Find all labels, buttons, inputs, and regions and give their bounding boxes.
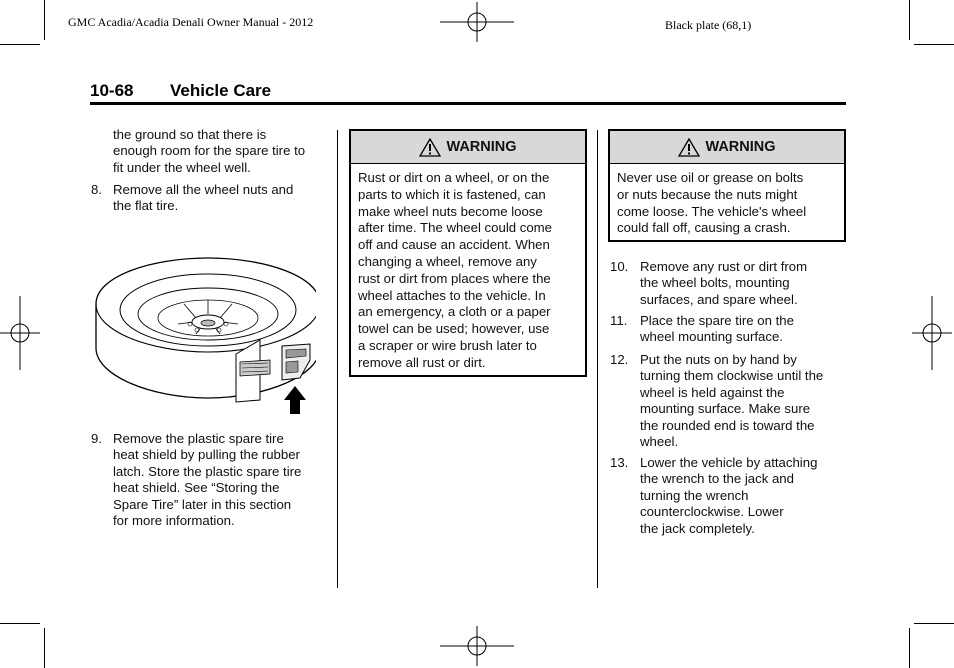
text-line: come loose. The vehicle's wheel [617,203,807,219]
text-line: fit under the wheel well. [113,159,251,175]
continuation-text [113,127,335,176]
text-line: an emergency, a cloth or a paper [358,304,551,320]
crop-mark [44,628,45,668]
text-line: wheel mounting surface. [640,329,783,345]
text-line: the ground so that there is [113,127,267,142]
text-line: after time. The wheel could come [358,220,553,236]
warning-box [349,129,587,377]
registration-mark-icon [0,296,40,370]
text-line: the jack completely. [640,520,755,536]
text-line: Put the nuts on by hand by [640,352,797,367]
registration-mark-icon [440,626,514,666]
crop-mark [0,623,40,624]
heading-rule [90,102,846,105]
manual-title: GMC Acadia/Acadia Denali Owner Manual - 2012 [68,15,314,29]
text-line: Spare Tire” later in this section [113,496,292,512]
text-line: the wheel bolts, mounting [640,275,790,291]
text-line: the rounded end is toward the [640,417,815,433]
text-line: counterclockwise. Lower [640,504,784,520]
text-line: towel can be used; however, use [358,321,550,337]
text-line: Place the spare tire on the [640,313,794,328]
text-line: Lower the vehicle by attaching [640,455,818,470]
section-heading [90,81,271,101]
warning-text [610,164,844,237]
crop-mark [0,44,40,45]
text-line: changing a wheel, remove any [358,253,537,269]
warning-text [351,164,585,372]
text-line: a scraper or wire brush later to [358,337,537,353]
text-line: wheel. [640,434,679,450]
step-8 [91,182,331,216]
step-12 [610,352,848,452]
step-number: 8. [91,182,102,197]
text-line: turning them clockwise until the [640,368,824,384]
step-11 [610,313,846,347]
step-text [640,352,848,450]
text-line: Rust or dirt on a wheel, or on the [358,170,550,185]
warning-header [610,131,844,164]
text-line: wheel attaches to the vehicle. In [358,287,546,303]
text-line: Never use oil or grease on bolts [617,170,804,185]
step-13 [610,455,846,539]
text-line: the wrench to the jack and [640,471,794,487]
crop-mark [44,0,45,40]
step-number: 9. [91,431,102,446]
text-line: heat shield by pulling the rubber [113,447,300,463]
text-line: surfaces, and spare wheel. [640,291,798,307]
text-line: latch. Store the plastic spare tire [113,463,302,479]
step-number: 13. [610,455,629,470]
text-line: wheel is held against the [640,384,785,400]
crop-mark [914,623,954,624]
warning-header [351,131,585,164]
text-line: off and cause an accident. When [358,237,550,253]
text-line: turning the wrench [640,487,749,503]
warning-triangle-icon [419,138,441,157]
warning-box [608,129,846,242]
text-line: heat shield. See “Storing the [113,480,280,496]
text-line: Remove all the wheel nuts and [113,182,294,197]
text-line: Remove any rust or dirt from [640,259,808,274]
step-text [113,431,333,529]
section-title: Vehicle Care [170,81,272,100]
registration-mark-icon [440,2,514,42]
crop-mark [914,44,954,45]
text-line: the flat tire. [113,198,179,214]
step-text [640,455,817,537]
step-number: 12. [610,352,629,367]
crop-mark [909,628,910,668]
text-line: parts to which it is fastened, can [358,186,546,202]
warning-label: WARNING [705,139,776,155]
step-9 [91,431,331,531]
page-number: 10-68 [90,81,134,100]
text-line: remove all rust or dirt. [358,354,486,370]
text-line: mounting surface. Make sure [640,401,811,417]
step-text [640,313,794,346]
spare-tire-heat-shield-illustration [92,252,316,418]
step-number: 11. [610,313,628,328]
plate-label: Black plate (68,1) [665,18,752,32]
warning-label: WARNING [446,139,517,155]
text-line: rust or dirt from places where the [358,270,551,286]
step-text [113,182,293,215]
registration-mark-icon [912,296,952,370]
step-number: 10. [610,259,629,274]
warning-triangle-icon [678,138,700,157]
column-divider [337,130,338,588]
text-line: or nuts because the nuts might [617,186,798,202]
crop-mark [909,0,910,40]
text-line: could fall off, causing a crash. [617,220,791,236]
column-divider [597,130,598,588]
text-line: enough room for the spare tire to [113,143,306,159]
text-line: Remove the plastic spare tire [113,431,284,446]
text-line: make wheel nuts become loose [358,203,543,219]
text-line: for more information. [113,513,235,529]
step-10 [610,259,846,309]
up-arrow-icon [284,386,306,414]
step-text [640,259,807,308]
